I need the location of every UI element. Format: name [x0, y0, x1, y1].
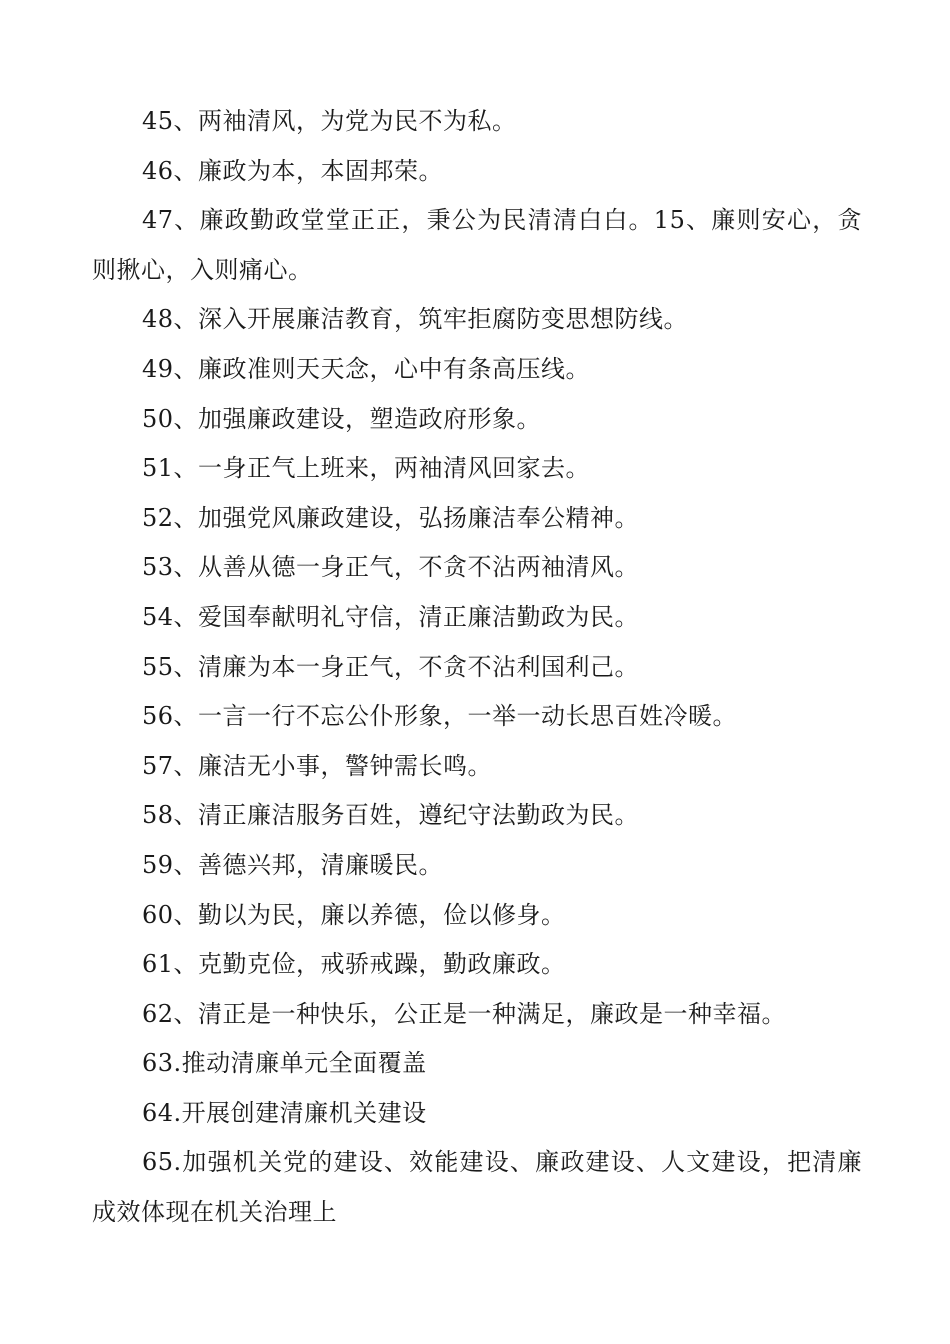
paragraph-63: 63.推动清廉单元全面覆盖	[142, 1049, 427, 1078]
paragraph-49: 49、廉政准则天天念，心中有条高压线。	[142, 354, 591, 383]
paragraph-64: 64.开展创建清廉机关建设	[142, 1098, 427, 1127]
paragraph-61: 61、克勤克俭，戒骄戒躁，勤政廉政。	[142, 950, 566, 979]
paragraph-58: 58、清正廉洁服务百姓，遵纪守法勤政为民。	[142, 801, 640, 830]
paragraph-65: 65.加强机关党的建设、效能建设、廉政建设、人文建设，把清廉成效体现在机关治理上	[92, 1148, 862, 1227]
paragraph-56: 56、一言一行不忘公仆形象，一举一动长思百姓冷暖。	[142, 702, 738, 731]
paragraph-48: 48、深入开展廉洁教育，筑牢拒腐防变思想防线。	[142, 305, 689, 334]
paragraph-45: 45、两袖清风，为党为民不为私。	[142, 107, 517, 135]
document-body	[92, 97, 862, 1238]
paragraph-51: 51、一身正气上班来，两袖清风回家去。	[142, 454, 591, 483]
paragraph-54: 54、爱国奉献明礼守信，清正廉洁勤政为民。	[142, 602, 640, 631]
paragraph-60: 60、勤以为民，廉以养德，俭以修身。	[142, 900, 566, 929]
paragraph-52: 52、加强党风廉政建设，弘扬廉洁奉公精神。	[142, 503, 640, 532]
paragraph-57: 57、廉洁无小事，警钟需长鸣。	[142, 751, 493, 780]
paragraph-46: 46、廉政为本，本固邦荣。	[142, 156, 444, 185]
paragraph-59: 59、善德兴邦，清廉暖民。	[142, 850, 444, 879]
paragraph-55: 55、清廉为本一身正气，不贪不沾利国利己。	[142, 652, 640, 681]
paragraph-62: 62、清正是一种快乐，公正是一种满足，廉政是一种幸福。	[142, 999, 787, 1028]
paragraph-50: 50、加强廉政建设，塑造政府形象。	[142, 404, 542, 433]
paragraph-47: 47、廉政勤政堂堂正正，秉公为民清清白白。15、廉则安心，贪则揪心，入则痛心。	[92, 206, 862, 284]
paragraph-53: 53、从善从德一身正气，不贪不沾两袖清风。	[142, 553, 640, 582]
